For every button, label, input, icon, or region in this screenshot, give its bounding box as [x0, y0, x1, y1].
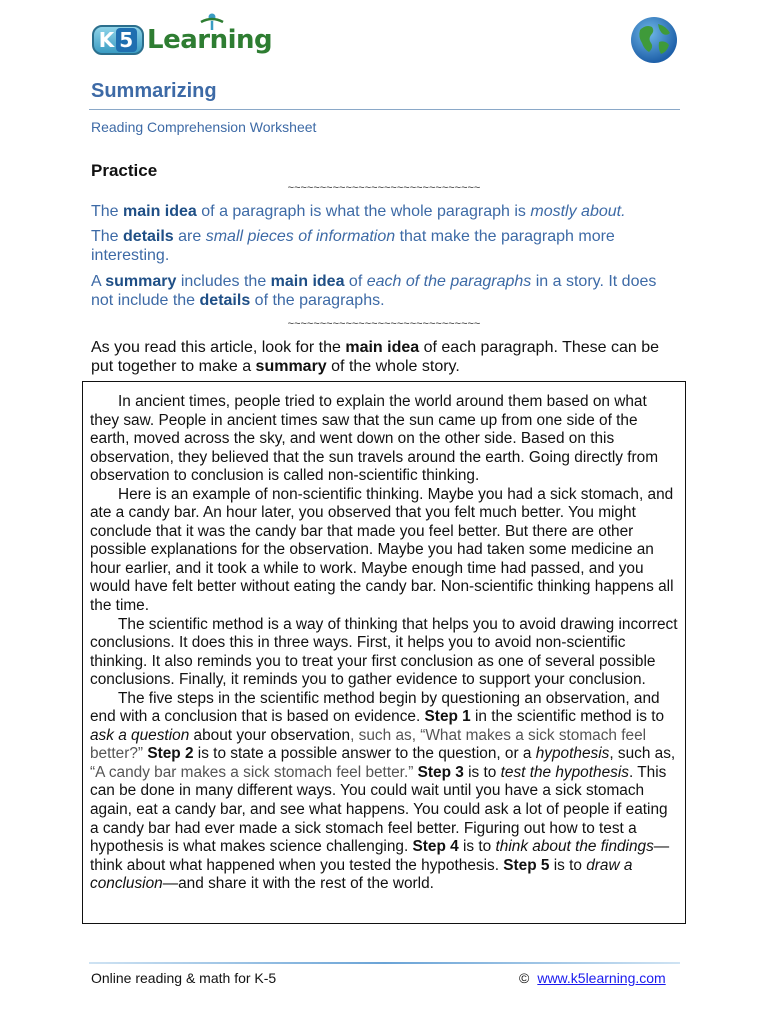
footer-divider [89, 962, 680, 964]
footer-copyright [519, 970, 666, 986]
logo-figure-icon [199, 12, 225, 34]
globe-icon [630, 16, 678, 64]
instructions-text: As you read this article, look for the main idea of each paragraph. These can be put together to make a summary of the whole story. [91, 339, 660, 375]
article-text [90, 393, 680, 894]
article-paragraph: The scientific method is a way of thinking that helps you to avoid drawing incorrect conclusions. It does this in three ways. First, it helps you to avoid non-scientific thinking. It also reminds you to treat your first conclusion as one of several possible conclusions. Finally, it reminds you to gather evidence to support your conclusion. [90, 615, 678, 689]
k5learning-link[interactable]: www.k5learning.com [537, 970, 666, 986]
article-paragraph: Here is an example of non-scientific thinking. Maybe you had a sick stomach, and ate a candy bar. An hour later, you observed that you felt much better. You might conclude that it was the candy bar that made you feel better. But there are other possible explanations for the observation. Maybe you had taken some medicine an hour earlier, and it took a while to work. Maybe enough time had passed, and you would have felt better without eating the candy bar. Non-scientific thinking happens all the time. [90, 485, 674, 615]
worksheet-subtitle: Reading Comprehension Worksheet [91, 119, 317, 135]
tilde-divider: ~~~~~~~~~~~~~~~~~~~~~~~~~~~~~~ [287, 182, 481, 194]
definition-main-idea: The main idea of a paragraph is what the whole paragraph is mostly about. [91, 203, 626, 220]
title-divider [89, 109, 680, 110]
article-paragraph: The five steps in the scientific method begin by questioning an observation, and end with a conclusion that is based on evidence. Step 1 in the scientific method is to ask a question about your observation, such as, “What makes a sick stomach feel better?” Step 2 is to state a possible answer to the question, or a hypothesis, such as, “A candy bar makes a sick stomach feel better.” Step 3 is to test the hypothesis. This can be done in many different ways. You could wait until you have a sick stomach again, eat a candy bar, and see what happens. You could ask a lot of people if eating a candy bar had ever made a sick stomach feel better. Figuring out how to test a hypothesis is what makes science challenging. Step 4 is to think about the findings—think about what happened when you tested the hypothesis. Step 5 is to draw a conclusion—and share it with the rest of the world. [90, 689, 676, 893]
tilde-divider: ~~~~~~~~~~~~~~~~~~~~~~~~~~~~~~ [287, 318, 481, 330]
copyright-symbol: © [519, 970, 530, 986]
definition-details: The details are small pieces of information that make the paragraph more interesting. [91, 228, 615, 264]
page-title: Summarizing [91, 80, 217, 102]
logo-wordmark: Learning [147, 25, 273, 55]
footer-tagline: Online reading & math for K-5 [91, 970, 277, 986]
section-heading: Practice [91, 161, 158, 180]
article-paragraph: In ancient times, people tried to explain the world around them based on what they saw. People in ancient times saw that the sun came up from one side of the earth, moved across the sky, and went down on the other side. Based on this observation, they believed that the sun travels around the earth. Going directly from observation to conclusion is called non-scientific thinking. [90, 393, 659, 485]
logo-k5-badge: K 5 [92, 25, 144, 55]
definition-summary: A summary includes the main idea of each of the paragraphs in a story. It does not include the details of the paragraphs. [91, 273, 657, 309]
k5-learning-logo[interactable] [92, 18, 272, 62]
